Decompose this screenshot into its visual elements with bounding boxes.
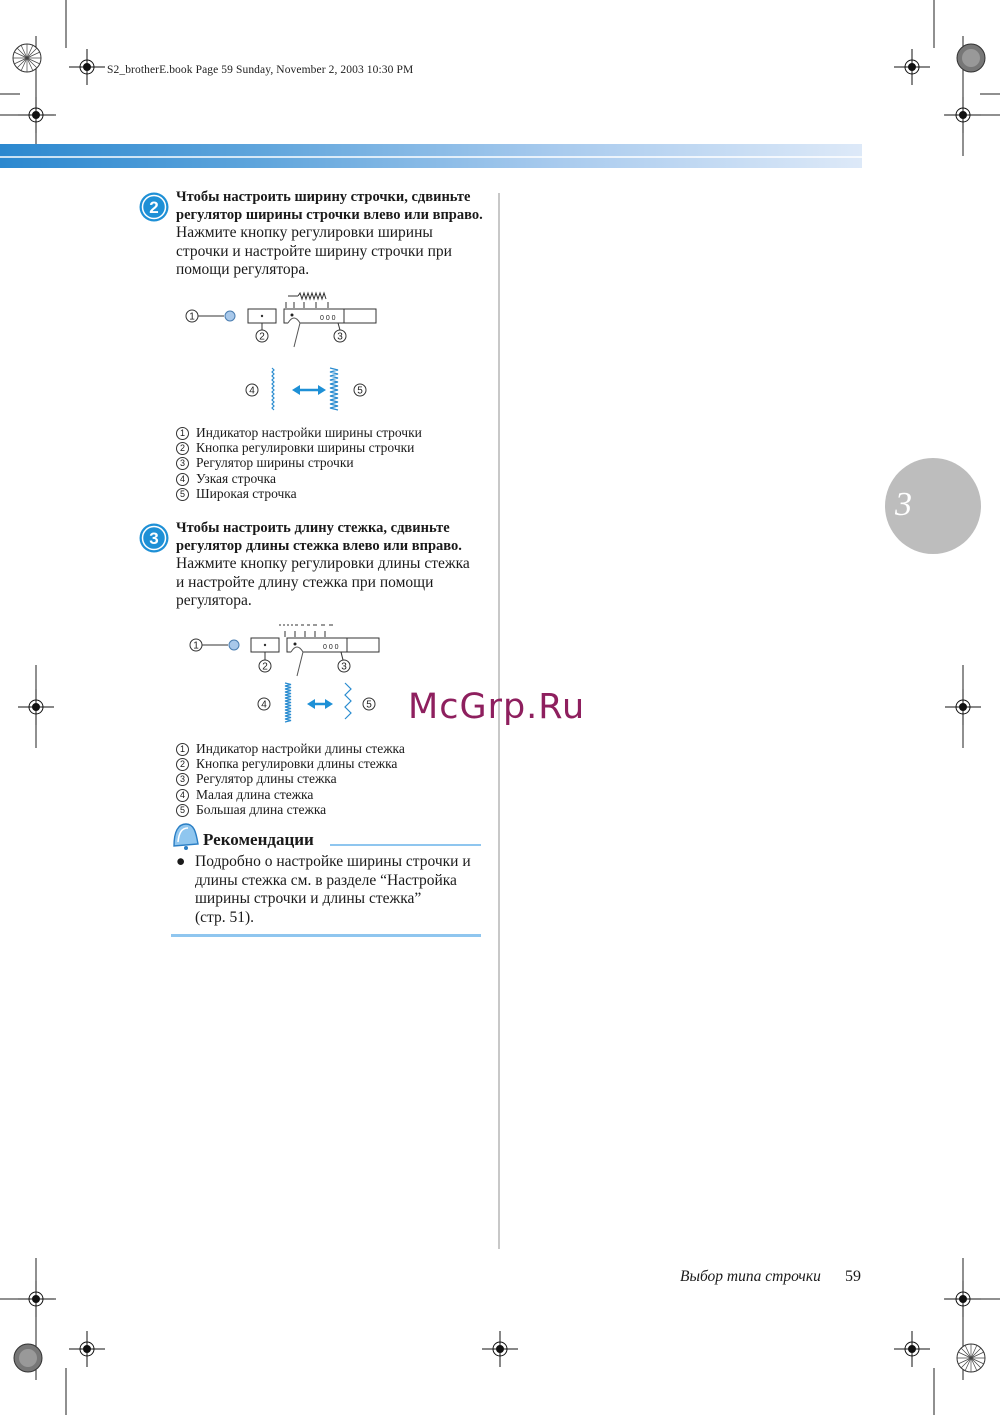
width-legend	[176, 425, 422, 501]
watermark: McGrp.Ru	[408, 687, 586, 727]
svg-text:4: 4	[261, 699, 267, 711]
chapter-number: 3	[895, 486, 912, 523]
recommendations-rule	[330, 844, 481, 846]
svg-text:2: 2	[259, 331, 265, 343]
legend-item: 2 Кнопка регулировки длины стежка	[176, 756, 405, 771]
legend-item: 2 Кнопка регулировки ширины строчки	[176, 440, 422, 455]
step-body: Нажмите кнопку регулировки ширины строчки и настройте ширину строчки при помощи регулятора.	[176, 224, 452, 278]
footer-section-title: Выбор типа строчки	[680, 1268, 821, 1285]
step-number-icon	[138, 191, 170, 223]
legend-item: 3 Регулятор ширины строчки	[176, 455, 422, 470]
recommendations-bullet: ●	[176, 853, 186, 870]
svg-text:3: 3	[337, 331, 343, 343]
svg-text:5: 5	[357, 385, 363, 397]
svg-text:1: 1	[193, 640, 199, 652]
svg-text:3: 3	[149, 529, 159, 548]
svg-text:0 0 0: 0 0 0	[320, 315, 336, 322]
length-legend	[176, 741, 405, 817]
recommendations-bottom-rule	[171, 934, 481, 937]
svg-text:0 0 0: 0 0 0	[323, 644, 339, 651]
legend-item: 1 Индикатор настройки длины стежка	[176, 741, 405, 756]
step-heading: Чтобы настроить ширину строчки, сдвиньте регулятор ширины строчки влево или вправо.	[176, 189, 483, 223]
svg-text:4: 4	[249, 385, 255, 397]
legend-item: 5 Большая длина стежка	[176, 802, 405, 817]
step-number-icon	[138, 522, 170, 554]
step-heading: Чтобы настроить длину стежка, сдвиньте регулятор длины стежка влево или вправо.	[176, 520, 462, 554]
stitch-length-diagram	[183, 617, 393, 732]
recommendations-text: Подробно о настройке ширины строчки и длины стежка см. в разделе “Настройка ширины строчки и длины стежка” (стр. 51).	[195, 853, 471, 926]
legend-item: 5 Широкая строчка	[176, 486, 422, 501]
legend-item: 3 Регулятор длины стежка	[176, 771, 405, 786]
step-body: Нажмите кнопку регулировки длины стежка и настройте длину стежка при помощи регулятора.	[176, 555, 470, 609]
legend-item: 1 Индикатор настройки ширины строчки	[176, 425, 422, 440]
page-number: 59	[845, 1268, 861, 1285]
legend-item: 4 Малая длина стежка	[176, 787, 405, 802]
file-info-header: S2_brotherE.book Page 59 Sunday, November 2, 2003 10:30 PM	[107, 64, 414, 76]
stitch-width-diagram	[180, 288, 390, 418]
svg-text:2: 2	[149, 198, 159, 217]
svg-text:2: 2	[262, 661, 268, 673]
svg-text:5: 5	[366, 699, 372, 711]
svg-text:1: 1	[189, 311, 195, 323]
recommendations-title: Рекомендации	[203, 830, 314, 849]
svg-text:3: 3	[341, 661, 347, 673]
header-band-line	[0, 156, 862, 158]
bell-icon	[168, 820, 202, 850]
legend-item: 4 Узкая строчка	[176, 471, 422, 486]
